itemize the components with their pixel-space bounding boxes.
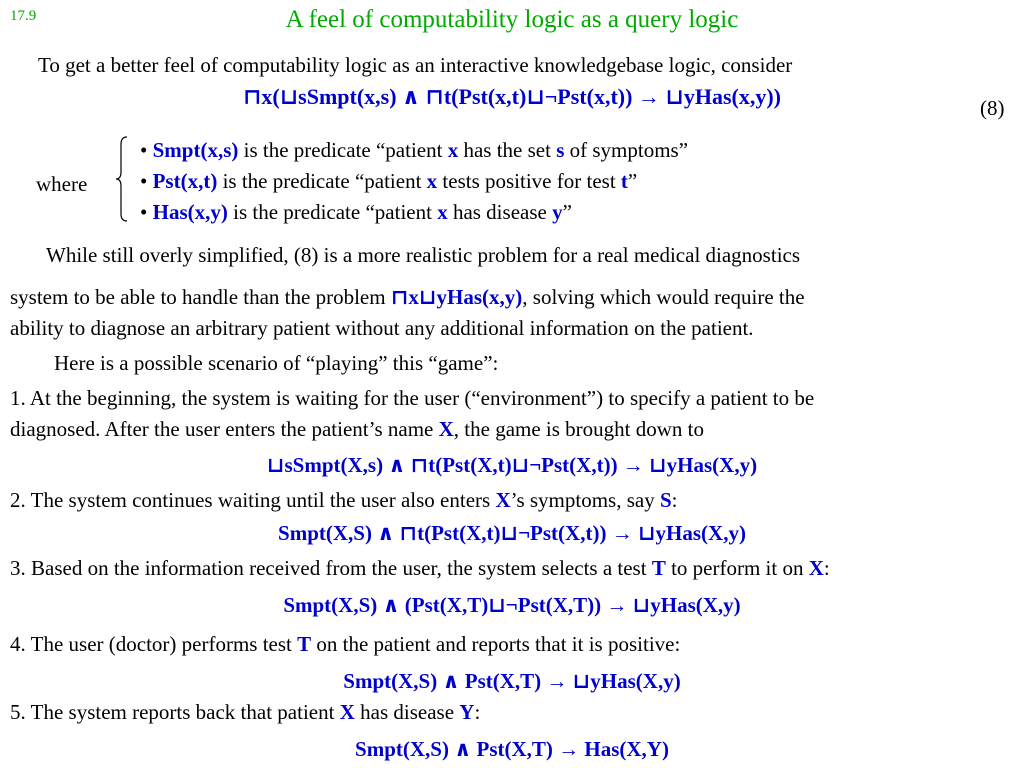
predicate-term: Pst(x,t) [152, 169, 218, 193]
step-1-formula: ⊔sSmpt(X,s) ∧ ⊓t(Pst(X,t)⊔¬Pst(X,t)) → ⊔yHas(X,y) [266, 453, 758, 477]
para-line [10, 284, 805, 310]
formula-label: (8) [980, 96, 1005, 120]
item-var: x [426, 169, 438, 193]
step-1-line [10, 417, 704, 442]
step-text: on the patient and reports that it is positive: [311, 632, 681, 656]
step-var: T [651, 556, 666, 580]
slide-number: 17.9 [10, 8, 37, 24]
where-item [140, 200, 572, 225]
step-text: : [823, 556, 830, 580]
step-text: , the game is brought down to [453, 417, 705, 441]
where-item [140, 138, 688, 163]
item-text: tests positive for test [437, 169, 621, 193]
slide-title: A feel of computability logic as a query logic [285, 6, 739, 33]
item-text: is the predicate “patient [217, 169, 427, 193]
intro-line: To get a better feel of computability logic as an interactive knowledgebase logic, consider [38, 53, 793, 77]
step-1-line: 1. At the beginning, the system is waiting for the user (“environment”) to specify a patient to be [10, 386, 815, 410]
predicate-term: Has(x,y) [152, 200, 228, 224]
step-text: 5. The system reports back that patient [10, 700, 340, 724]
item-var: x [437, 200, 448, 224]
step-var: X [339, 700, 355, 724]
step-text: : [671, 488, 678, 512]
step-2-line [10, 488, 678, 513]
step-3-line [10, 556, 830, 581]
step-var: X [438, 417, 454, 441]
step-text: 2. The system continues waiting until the user also enters [10, 488, 496, 512]
step-text: has disease [354, 700, 460, 724]
step-text: 3. Based on the information received from the user, the system selects a test [10, 556, 652, 580]
para-line: While still overly simplified, (8) is a more realistic problem for a real medical diagnostics [46, 243, 801, 267]
inline-formula: ⊓x⊔yHas(x,y) [390, 285, 523, 309]
bullet: • [140, 138, 148, 162]
step-var: Y [459, 700, 475, 724]
main-formula: ⊓x(⊔sSmpt(x,s) ∧ ⊓t(Pst(x,t)⊔¬Pst(x,t)) → ⊔yHas(x,y)) [242, 84, 782, 109]
step-text: 4. The user (doctor) performs test [10, 632, 298, 656]
step-5-line [10, 700, 480, 725]
item-text: ” [627, 169, 638, 193]
step-2-formula: Smpt(X,S) ∧ ⊓t(Pst(X,t)⊔¬Pst(X,t)) → ⊔yHas(X,y) [278, 521, 746, 545]
item-text: has the set [458, 138, 557, 162]
step-4-line [10, 632, 680, 657]
step-5-formula: Smpt(X,S) ∧ Pst(X,T) → Has(X,Y) [355, 737, 669, 761]
bullet: • [140, 169, 148, 193]
step-3-formula: Smpt(X,S) ∧ (Pst(X,T)⊔¬Pst(X,T)) → ⊔yHas(X,y) [283, 593, 741, 617]
item-text: is the predicate “patient [227, 200, 438, 224]
item-var: s [556, 138, 565, 162]
item-text: of symptoms” [564, 138, 689, 162]
bullet: • [140, 200, 148, 224]
para-line: ability to diagnose an arbitrary patient without any additional information on the patient. [10, 316, 754, 340]
left-brace [115, 136, 129, 222]
scenario-intro: Here is a possible scenario of “playing” this “game”: [54, 351, 499, 375]
para-text: system to be able to handle than the problem [10, 285, 391, 309]
step-var: X [808, 556, 824, 580]
predicate-term: Smpt(x,s) [152, 138, 239, 162]
item-var: x [447, 138, 459, 162]
item-text: is the predicate “patient [238, 138, 448, 162]
step-text: : [474, 700, 481, 724]
para-text: , solving which would require the [522, 285, 805, 309]
step-4-formula: Smpt(X,S) ∧ Pst(X,T) → ⊔yHas(X,y) [343, 669, 681, 693]
step-text: ’s symptoms, say [510, 488, 660, 512]
step-var: T [297, 632, 312, 656]
step-var: X [495, 488, 511, 512]
item-text: ” [562, 200, 572, 224]
item-var: y [552, 200, 563, 224]
step-text: to perform it on [665, 556, 809, 580]
where-item [140, 169, 637, 194]
item-var: t [620, 169, 628, 193]
item-text: has disease [447, 200, 553, 224]
where-label: where [36, 172, 88, 196]
step-text: diagnosed. After the user enters the patient’s name [10, 417, 439, 441]
step-var: S [659, 488, 672, 512]
